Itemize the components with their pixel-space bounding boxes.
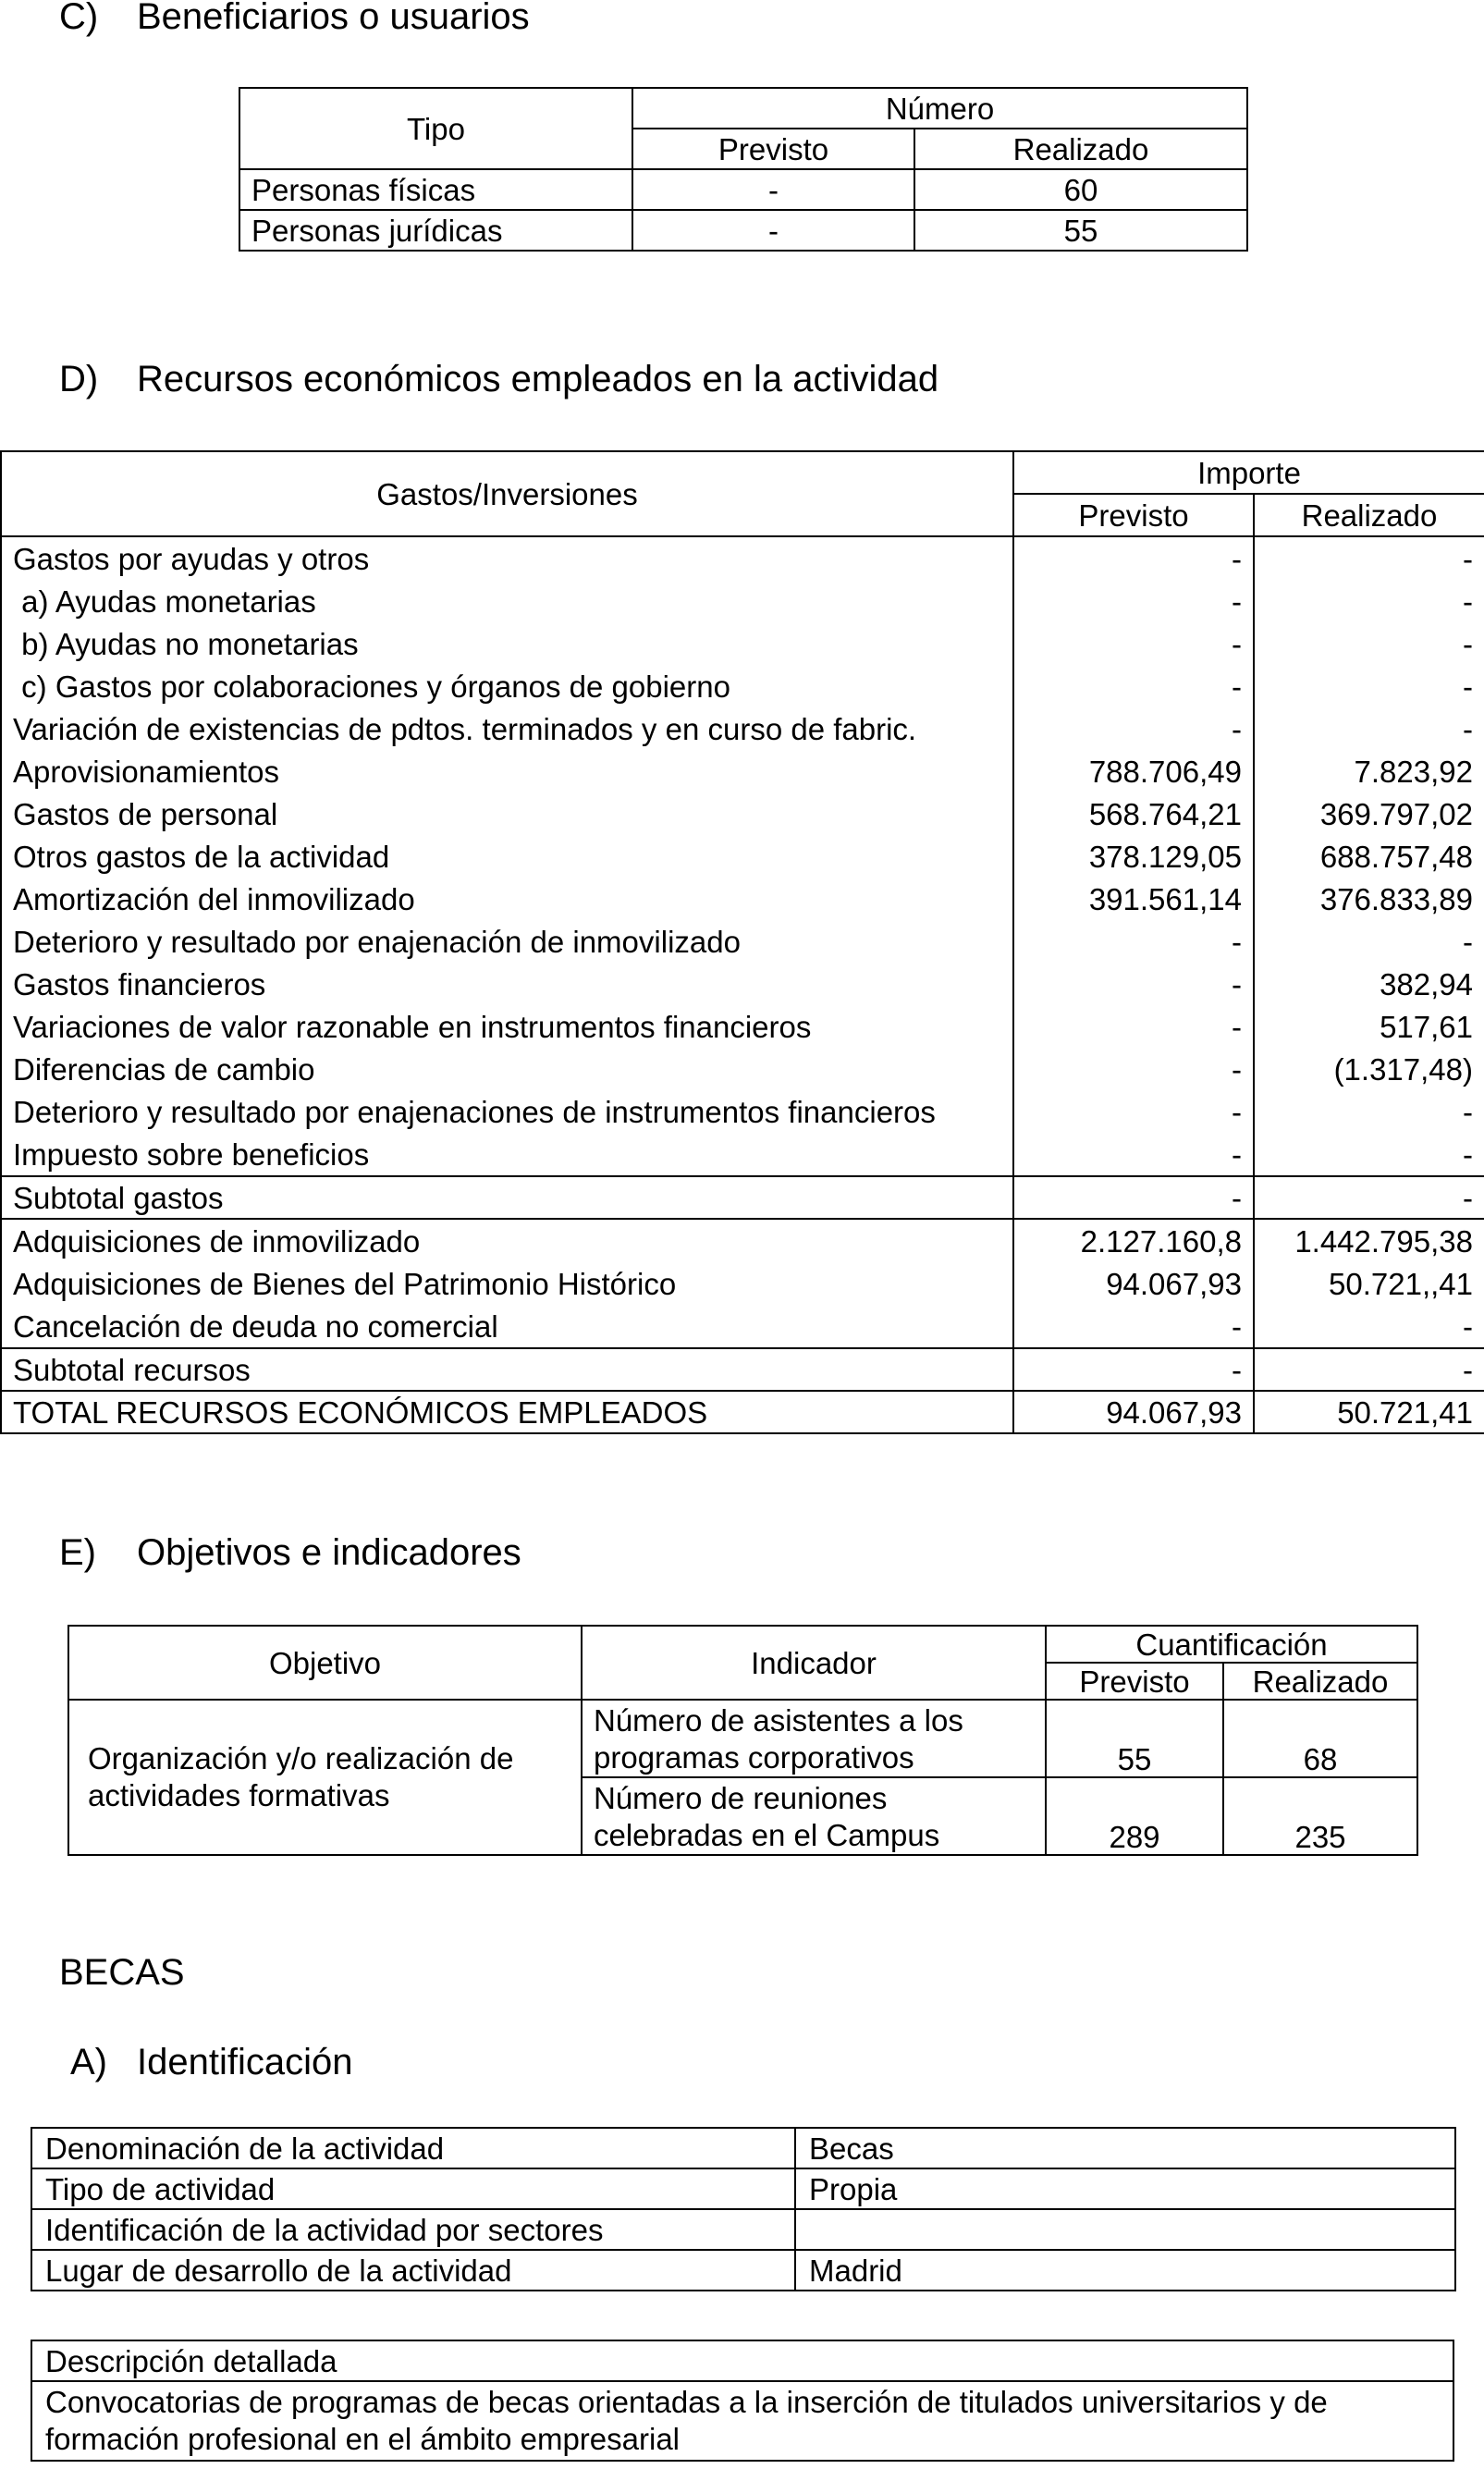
row-realizado: 517,61 xyxy=(1254,1005,1484,1048)
table-row xyxy=(31,2128,1455,2168)
row-previsto: - xyxy=(1013,1176,1254,1219)
row-previsto: - xyxy=(1013,1048,1254,1090)
row-realizado: 382,94 xyxy=(1254,963,1484,1005)
ident-value: Becas xyxy=(795,2128,1455,2168)
table-row xyxy=(1,1305,1484,1348)
table-row xyxy=(1,792,1484,835)
row-previsto: - xyxy=(1013,707,1254,750)
section-e-title: Objetivos e indicadores xyxy=(137,1532,521,1573)
section-e-heading xyxy=(59,1534,521,1571)
section-a-letter: A) xyxy=(70,2042,107,2082)
section-c-title: Beneficiarios o usuarios xyxy=(137,0,530,37)
table-row xyxy=(1,1133,1484,1176)
section-a-heading xyxy=(70,2044,352,2081)
row-realizado: - xyxy=(1254,1305,1484,1348)
descripcion-label: Descripción detallada xyxy=(31,2340,1453,2381)
section-d-heading xyxy=(59,361,938,398)
row-previsto: 55 xyxy=(1046,1700,1223,1777)
row-label: Aprovisionamientos xyxy=(1,750,1013,792)
table-row xyxy=(1,1219,1484,1262)
row-realizado: 235 xyxy=(1223,1777,1417,1855)
header-numero: Número xyxy=(632,88,1247,129)
row-realizado: - xyxy=(1254,580,1484,622)
objetivo-cell: Organización y/o realización de actividades formativas xyxy=(68,1700,582,1855)
row-previsto: - xyxy=(1013,665,1254,707)
header-importe: Importe xyxy=(1013,451,1484,494)
row-realizado: (1.317,48) xyxy=(1254,1048,1484,1090)
row-realizado: - xyxy=(1254,536,1484,580)
row-previsto: - xyxy=(1013,963,1254,1005)
row-previsto: - xyxy=(632,169,914,210)
row-previsto: - xyxy=(1013,1090,1254,1133)
table-row xyxy=(239,169,1247,210)
section-c-letter: C) xyxy=(59,0,99,37)
row-label: Adquisiciones de inmovilizado xyxy=(1,1219,1013,1262)
row-tipo: Personas jurídicas xyxy=(239,210,632,251)
ident-label: Identificación de la actividad por sectores xyxy=(31,2209,795,2250)
row-label: Variación de existencias de pdtos. terminados y en curso de fabric. xyxy=(1,707,1013,750)
row-realizado: 1.442.795,38 xyxy=(1254,1219,1484,1262)
row-label: b) Ayudas no monetarias xyxy=(1,622,1013,665)
table-row xyxy=(31,2209,1455,2250)
header-previsto: Previsto xyxy=(1046,1663,1223,1700)
descripcion-table xyxy=(31,2340,1454,2462)
row-realizado: 55 xyxy=(914,210,1247,251)
row-previsto: 391.561,14 xyxy=(1013,878,1254,920)
row-previsto: - xyxy=(1013,1133,1254,1176)
row-realizado: 50.721,41 xyxy=(1254,1391,1484,1433)
row-label: Deterioro y resultado por enajenación de inmovilizado xyxy=(1,920,1013,963)
row-label: Deterioro y resultado por enajenaciones de instrumentos financieros xyxy=(1,1090,1013,1133)
identificacion-table xyxy=(31,2127,1456,2291)
table-row xyxy=(1,1262,1484,1305)
row-label: TOTAL RECURSOS ECONÓMICOS EMPLEADOS xyxy=(1,1391,1013,1433)
table-row xyxy=(31,2250,1455,2291)
total-row xyxy=(1,1391,1484,1433)
row-realizado: 7.823,92 xyxy=(1254,750,1484,792)
table-row xyxy=(1,835,1484,878)
row-previsto: 94.067,93 xyxy=(1013,1262,1254,1305)
row-previsto: - xyxy=(1013,1305,1254,1348)
table-row xyxy=(31,2168,1455,2209)
header-cuantificacion: Cuantificación xyxy=(1046,1626,1417,1663)
row-label: Impuesto sobre beneficios xyxy=(1,1133,1013,1176)
section-d-title: Recursos económicos empleados en la actividad xyxy=(137,359,939,399)
row-previsto: - xyxy=(1013,920,1254,963)
row-realizado: 50.721,,41 xyxy=(1254,1262,1484,1305)
header-tipo: Tipo xyxy=(239,88,632,169)
beneficiarios-table xyxy=(239,87,1248,252)
section-a-title: Identificación xyxy=(137,2042,353,2082)
header-realizado: Realizado xyxy=(1254,494,1484,536)
row-previsto: - xyxy=(1013,622,1254,665)
descripcion-text: Convocatorias de programas de becas orientadas a la inserción de titulados universitarios y de formación profesional en el ámbito empresarial xyxy=(31,2381,1453,2461)
ident-value: Propia xyxy=(795,2168,1455,2209)
row-label: Otros gastos de la actividad xyxy=(1,835,1013,878)
table-row xyxy=(1,580,1484,622)
table-row xyxy=(1,1090,1484,1133)
row-realizado: - xyxy=(1254,707,1484,750)
table-row xyxy=(1,665,1484,707)
row-label: c) Gastos por colaboraciones y órganos de gobierno xyxy=(1,665,1013,707)
row-realizado: 68 xyxy=(1223,1700,1417,1777)
table-row xyxy=(1,622,1484,665)
table-row xyxy=(239,210,1247,251)
table-row xyxy=(1,1005,1484,1048)
indicador-cell: Número de reuniones celebradas en el Campus xyxy=(582,1777,1046,1855)
ident-label: Lugar de desarrollo de la actividad xyxy=(31,2250,795,2291)
row-label: Gastos de personal xyxy=(1,792,1013,835)
row-previsto: - xyxy=(632,210,914,251)
row-previsto: - xyxy=(1013,1348,1254,1391)
row-realizado: - xyxy=(1254,1348,1484,1391)
becas-title: BECAS xyxy=(59,1952,185,1993)
table-row xyxy=(1,750,1484,792)
row-label: a) Ayudas monetarias xyxy=(1,580,1013,622)
objetivos-table xyxy=(67,1625,1418,1856)
row-label: Adquisiciones de Bienes del Patrimonio Histórico xyxy=(1,1262,1013,1305)
row-label: Diferencias de cambio xyxy=(1,1048,1013,1090)
ident-value xyxy=(795,2209,1455,2250)
row-previsto: 788.706,49 xyxy=(1013,750,1254,792)
row-realizado: 376.833,89 xyxy=(1254,878,1484,920)
row-realizado: - xyxy=(1254,665,1484,707)
row-label: Variaciones de valor razonable en instrumentos financieros xyxy=(1,1005,1013,1048)
row-realizado: 369.797,02 xyxy=(1254,792,1484,835)
row-label: Gastos por ayudas y otros xyxy=(1,536,1013,580)
table-row xyxy=(1,536,1484,580)
header-indicador: Indicador xyxy=(582,1626,1046,1700)
row-previsto: - xyxy=(1013,580,1254,622)
row-previsto: - xyxy=(1013,536,1254,580)
header-objetivo: Objetivo xyxy=(68,1626,582,1700)
row-realizado: 688.757,48 xyxy=(1254,835,1484,878)
row-previsto: 289 xyxy=(1046,1777,1223,1855)
header-realizado: Realizado xyxy=(1223,1663,1417,1700)
row-previsto: 378.129,05 xyxy=(1013,835,1254,878)
row-tipo: Personas físicas xyxy=(239,169,632,210)
section-d-letter: D) xyxy=(59,359,99,399)
table-row xyxy=(1,1048,1484,1090)
indicador-cell: Número de asistentes a los programas corporativos xyxy=(582,1700,1046,1777)
row-previsto: - xyxy=(1013,1005,1254,1048)
ident-value: Madrid xyxy=(795,2250,1455,2291)
row-label: Subtotal recursos xyxy=(1,1348,1013,1391)
table-row xyxy=(68,1700,1417,1777)
row-realizado: - xyxy=(1254,1176,1484,1219)
recursos-table xyxy=(0,450,1484,1434)
row-realizado: - xyxy=(1254,622,1484,665)
header-previsto: Previsto xyxy=(632,129,914,169)
row-realizado: - xyxy=(1254,920,1484,963)
section-c-heading xyxy=(59,0,530,35)
subtotal-recursos-row xyxy=(1,1348,1484,1391)
table-row xyxy=(1,963,1484,1005)
table-row xyxy=(1,920,1484,963)
table-row xyxy=(1,878,1484,920)
row-realizado: - xyxy=(1254,1090,1484,1133)
row-label: Subtotal gastos xyxy=(1,1176,1013,1219)
row-label: Gastos financieros xyxy=(1,963,1013,1005)
header-gastos: Gastos/Inversiones xyxy=(1,451,1013,536)
row-realizado: 60 xyxy=(914,169,1247,210)
row-previsto: 2.127.160,8 xyxy=(1013,1219,1254,1262)
ident-label: Tipo de actividad xyxy=(31,2168,795,2209)
header-previsto: Previsto xyxy=(1013,494,1254,536)
row-label: Cancelación de deuda no comercial xyxy=(1,1305,1013,1348)
row-previsto: 568.764,21 xyxy=(1013,792,1254,835)
row-label: Amortización del inmovilizado xyxy=(1,878,1013,920)
row-realizado: - xyxy=(1254,1133,1484,1176)
table-row xyxy=(1,707,1484,750)
header-realizado: Realizado xyxy=(914,129,1247,169)
ident-label: Denominación de la actividad xyxy=(31,2128,795,2168)
row-previsto: 94.067,93 xyxy=(1013,1391,1254,1433)
subtotal-gastos-row xyxy=(1,1176,1484,1219)
section-e-letter: E) xyxy=(59,1532,96,1573)
